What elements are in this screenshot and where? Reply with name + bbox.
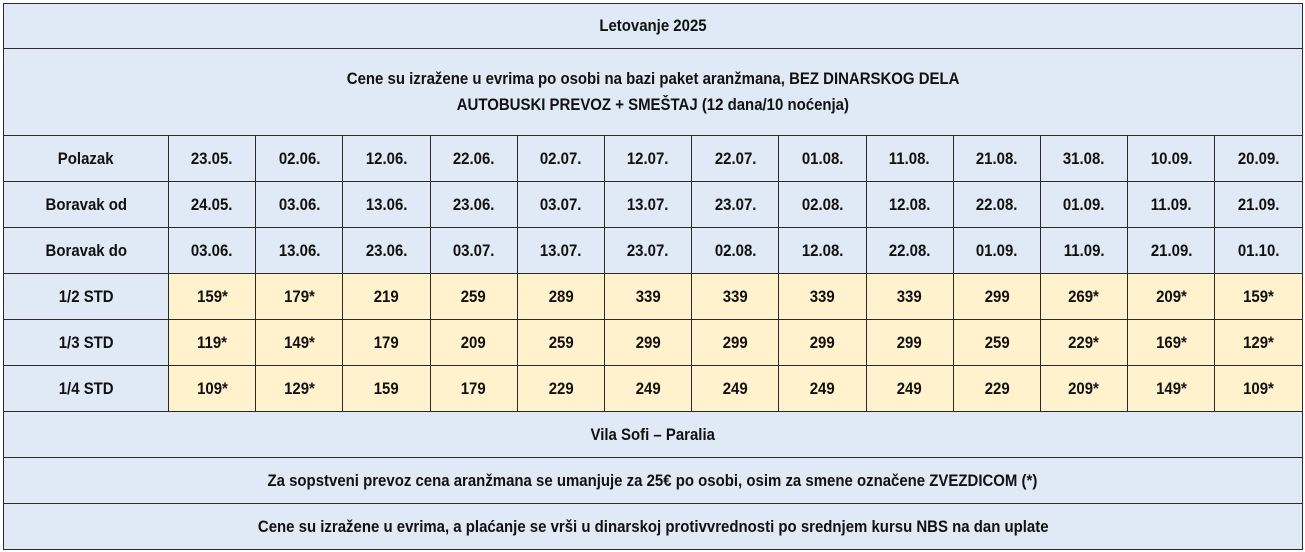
price-1-2-std-cell: 259 [430,274,517,320]
departure-cell: 10.09. [1128,136,1215,182]
subtitle-line-2: AUTOBUSKI PREVOZ + SMEŠTAJ (12 dana/10 noćenja) [456,95,849,114]
price-1-3-std-cell: 299 [779,320,866,366]
price-1-3-std-cell: 259 [953,320,1040,366]
table-subtitle [4,49,1303,136]
stay-to-row [4,228,1303,274]
stay-from-cell: 03.06. [256,182,343,228]
price-1-2-std-cell: 209* [1128,274,1215,320]
price-1-4-std-cell: 209* [1040,366,1127,412]
price-1-3-std-cell: 119* [169,320,256,366]
stay-to-cell: 03.07. [430,228,517,274]
stay-from-label: Boravak od [4,182,169,228]
stay-to-cell: 13.06. [256,228,343,274]
price-1-4-std-cell: 229 [953,366,1040,412]
stay-to-cell: 12.08. [779,228,866,274]
price-1-3-std-cell: 209 [430,320,517,366]
price-1-2-std-cell: 339 [692,274,779,320]
price-1-3-std-label: 1/3 STD [4,320,169,366]
payment-note: Cene su izražene u evrima, a plaćanje se vrši u dinarskoj protivvrednosti po srednjem kursu NBS na dan uplate [4,504,1303,550]
price-1-4-std-cell: 109* [1215,366,1302,412]
price-1-2-std-cell: 219 [343,274,430,320]
price-1-4-std-cell: 179 [430,366,517,412]
stay-to-cell: 01.10. [1215,228,1302,274]
departure-cell: 12.07. [604,136,691,182]
stay-to-label: Boravak do [4,228,169,274]
price-1-4-std-cell: 149* [1128,366,1215,412]
price-1-4-std-cell: 249 [779,366,866,412]
accommodation-name: Vila Sofi – Paralia [4,412,1303,458]
stay-from-cell: 02.08. [779,182,866,228]
stay-to-cell: 23.06. [343,228,430,274]
stay-to-cell: 21.09. [1128,228,1215,274]
price-1-3-std-cell: 299 [604,320,691,366]
price-1-3-std-cell: 259 [517,320,604,366]
stay-to-cell: 23.07. [604,228,691,274]
price-1-2-std-row [4,274,1303,320]
stay-to-cell: 01.09. [953,228,1040,274]
departure-label: Polazak [4,136,169,182]
price-1-2-std-cell: 339 [779,274,866,320]
table-title: Letovanje 2025 [4,4,1303,49]
departure-cell: 23.05. [169,136,256,182]
departure-cell: 31.08. [1040,136,1127,182]
transport-note: Za sopstveni prevoz cena aranžmana se umanjuje za 25€ po osobi, osim za smene označene ZVEZDICOM (*) [4,458,1303,504]
departure-cell: 12.06. [343,136,430,182]
stay-from-cell: 22.08. [953,182,1040,228]
price-1-3-std-row [4,320,1303,366]
price-1-4-std-row [4,366,1303,412]
price-1-4-std-cell: 249 [866,366,953,412]
stay-from-row [4,182,1303,228]
subtitle-row [4,49,1303,136]
stay-from-cell: 13.07. [604,182,691,228]
departure-cell: 02.06. [256,136,343,182]
payment-note-row [4,504,1303,550]
price-1-3-std-cell: 169* [1128,320,1215,366]
departure-row [4,136,1303,182]
stay-from-cell: 11.09. [1128,182,1215,228]
stay-from-cell: 03.07. [517,182,604,228]
departure-cell: 22.06. [430,136,517,182]
price-1-4-std-cell: 109* [169,366,256,412]
stay-from-cell: 13.06. [343,182,430,228]
price-1-3-std-cell: 129* [1215,320,1302,366]
price-1-2-std-cell: 339 [866,274,953,320]
stay-to-cell: 03.06. [169,228,256,274]
price-1-4-std-cell: 249 [692,366,779,412]
title-row [4,4,1303,49]
subtitle-line-1: Cene su izražene u evrima po osobi na bazi paket aranžmana, BEZ DINARSKOG DELA [346,69,960,88]
stay-from-cell: 23.07. [692,182,779,228]
price-table [3,3,1303,550]
price-1-3-std-cell: 229* [1040,320,1127,366]
price-1-2-std-cell: 289 [517,274,604,320]
departure-cell: 02.07. [517,136,604,182]
stay-to-cell: 22.08. [866,228,953,274]
departure-cell: 01.08. [779,136,866,182]
price-1-2-std-cell: 159* [169,274,256,320]
departure-cell: 22.07. [692,136,779,182]
accommodation-row [4,412,1303,458]
stay-to-cell: 02.08. [692,228,779,274]
stay-to-cell: 11.09. [1040,228,1127,274]
price-1-3-std-cell: 299 [866,320,953,366]
price-1-2-std-label: 1/2 STD [4,274,169,320]
stay-from-cell: 01.09. [1040,182,1127,228]
price-1-2-std-cell: 339 [604,274,691,320]
price-1-4-std-cell: 249 [604,366,691,412]
departure-cell: 21.08. [953,136,1040,182]
price-1-4-std-cell: 129* [256,366,343,412]
price-1-3-std-cell: 149* [256,320,343,366]
price-1-4-std-cell: 159 [343,366,430,412]
departure-cell: 20.09. [1215,136,1302,182]
stay-from-cell: 12.08. [866,182,953,228]
price-1-3-std-cell: 299 [692,320,779,366]
stay-from-cell: 21.09. [1215,182,1302,228]
price-1-4-std-label: 1/4 STD [4,366,169,412]
price-1-2-std-cell: 299 [953,274,1040,320]
transport-note-row [4,458,1303,504]
stay-to-cell: 13.07. [517,228,604,274]
price-1-3-std-cell: 179 [343,320,430,366]
price-1-2-std-cell: 179* [256,274,343,320]
stay-from-cell: 24.05. [169,182,256,228]
price-1-4-std-cell: 229 [517,366,604,412]
price-1-2-std-cell: 159* [1215,274,1302,320]
departure-cell: 11.08. [866,136,953,182]
stay-from-cell: 23.06. [430,182,517,228]
price-1-2-std-cell: 269* [1040,274,1127,320]
